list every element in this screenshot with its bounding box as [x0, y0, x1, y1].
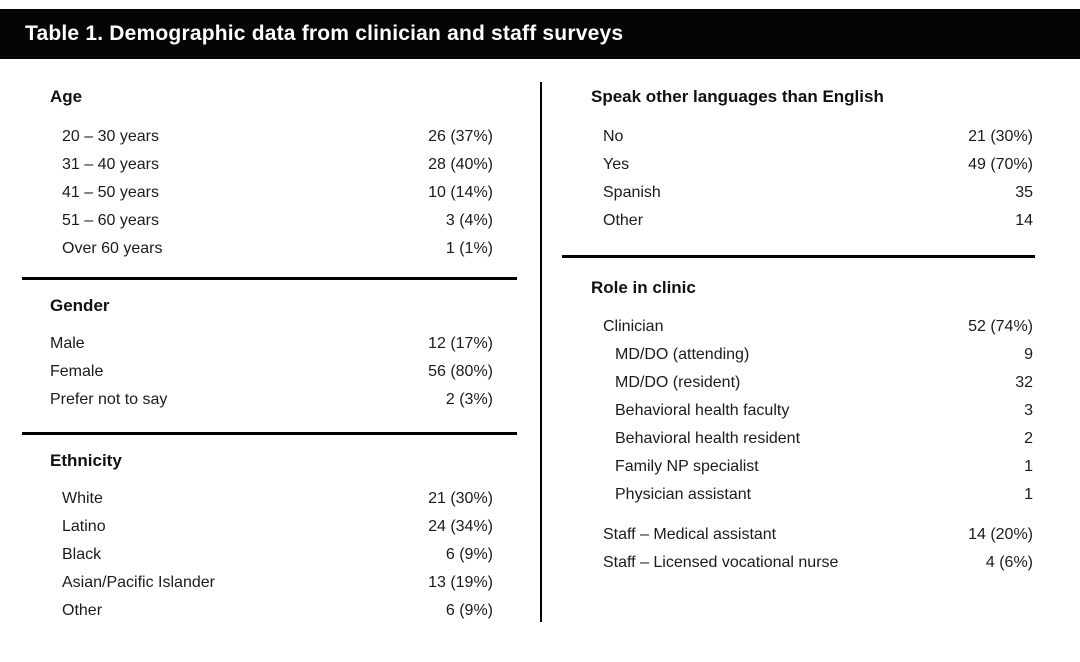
table-row — [50, 123, 493, 151]
row-label: MD/DO (attending) — [615, 346, 750, 363]
row-value: 2 — [1024, 430, 1033, 447]
table-row — [50, 358, 493, 386]
column-divider — [540, 82, 542, 622]
section-gender-rows — [50, 330, 493, 414]
section-heading-ethnicity: Ethnicity — [50, 451, 122, 470]
row-value: 3 (4%) — [445, 212, 493, 229]
table-row — [50, 179, 493, 207]
page-title: Table 1. Demographic data from clinician and staff surveys — [25, 22, 624, 45]
row-label: Over 60 years — [62, 240, 163, 257]
row-label: Staff – Medical assistant — [603, 526, 777, 543]
row-value: 4 (6%) — [985, 554, 1033, 571]
row-label: Prefer not to say — [50, 391, 168, 408]
table-row — [591, 549, 1033, 577]
row-value: 24 (34%) — [428, 518, 493, 535]
table-row — [591, 123, 1033, 151]
section-heading-languages: Speak other languages than English — [591, 87, 884, 106]
row-value: 35 — [1015, 184, 1033, 201]
row-value: 28 (40%) — [428, 156, 493, 173]
row-label: 51 – 60 years — [62, 212, 159, 229]
row-label: Family NP specialist — [615, 458, 759, 475]
table-row — [591, 481, 1033, 509]
table-row — [591, 341, 1033, 369]
row-value: 49 (70%) — [968, 156, 1033, 173]
row-value: 1 — [1024, 458, 1033, 475]
row-label: Yes — [603, 156, 630, 173]
row-label: Behavioral health resident — [615, 430, 801, 447]
row-label: Asian/Pacific Islander — [62, 574, 215, 591]
row-label: 41 – 50 years — [62, 184, 159, 201]
left-column — [50, 59, 493, 625]
section-age-rows — [50, 123, 493, 263]
row-value: 6 (9%) — [445, 602, 493, 619]
row-value: 1 — [1024, 486, 1033, 503]
row-label: White — [62, 490, 103, 507]
row-value: 21 (30%) — [968, 128, 1033, 145]
row-label: Spanish — [603, 184, 661, 201]
row-value: 26 (37%) — [428, 128, 493, 145]
row-value: 14 — [1015, 212, 1033, 229]
table-row — [591, 453, 1033, 481]
row-label: MD/DO (resident) — [615, 374, 741, 391]
table-row — [50, 386, 493, 414]
row-label: Latino — [62, 518, 106, 535]
table-title-bar — [0, 9, 1080, 59]
row-label: Behavioral health faculty — [615, 402, 790, 419]
section-heading-age: Age — [50, 87, 83, 106]
row-label: Black — [62, 546, 102, 563]
row-value: 56 (80%) — [428, 363, 493, 380]
section-heading-role: Role in clinic — [591, 278, 696, 297]
table-row — [50, 513, 493, 541]
row-value: 9 — [1024, 346, 1033, 363]
table-row — [591, 521, 1033, 549]
row-label: Clinician — [603, 318, 664, 335]
table-row — [50, 541, 493, 569]
section-heading-gender: Gender — [50, 296, 110, 315]
table-row — [50, 330, 493, 358]
section-divider — [22, 277, 517, 280]
row-value: 3 — [1024, 402, 1033, 419]
right-column — [591, 59, 1033, 577]
row-value: 2 (3%) — [445, 391, 493, 408]
section-languages-rows — [591, 123, 1033, 235]
row-label: Other — [603, 212, 644, 229]
row-value: 6 (9%) — [445, 546, 493, 563]
row-label: 20 – 30 years — [62, 128, 159, 145]
row-value: 10 (14%) — [428, 184, 493, 201]
table-row — [591, 313, 1033, 341]
section-divider — [22, 432, 517, 435]
row-label: Female — [50, 363, 104, 380]
table-row — [50, 485, 493, 513]
row-value: 1 (1%) — [445, 240, 493, 257]
row-label: Other — [62, 602, 103, 619]
row-label: Physician assistant — [615, 486, 752, 503]
row-label: No — [603, 128, 624, 145]
row-value: 12 (17%) — [428, 335, 493, 352]
row-value: 13 (19%) — [428, 574, 493, 591]
table-row — [591, 179, 1033, 207]
table-row — [591, 397, 1033, 425]
table-row — [50, 207, 493, 235]
row-value: 14 (20%) — [968, 526, 1033, 543]
table-row — [50, 597, 493, 625]
row-label: Staff – Licensed vocational nurse — [603, 554, 839, 571]
table-row — [50, 235, 493, 263]
table-row — [591, 151, 1033, 179]
table-row — [591, 425, 1033, 453]
table-row — [50, 151, 493, 179]
row-value: 52 (74%) — [968, 318, 1033, 335]
table-row — [591, 369, 1033, 397]
row-value: 21 (30%) — [428, 490, 493, 507]
section-divider — [562, 255, 1035, 258]
row-label: 31 – 40 years — [62, 156, 159, 173]
row-label: Male — [50, 335, 85, 352]
section-role-rows — [591, 313, 1033, 577]
table-row — [50, 569, 493, 597]
table-row — [591, 207, 1033, 235]
section-ethnicity-rows — [50, 485, 493, 625]
row-value: 32 — [1015, 374, 1033, 391]
